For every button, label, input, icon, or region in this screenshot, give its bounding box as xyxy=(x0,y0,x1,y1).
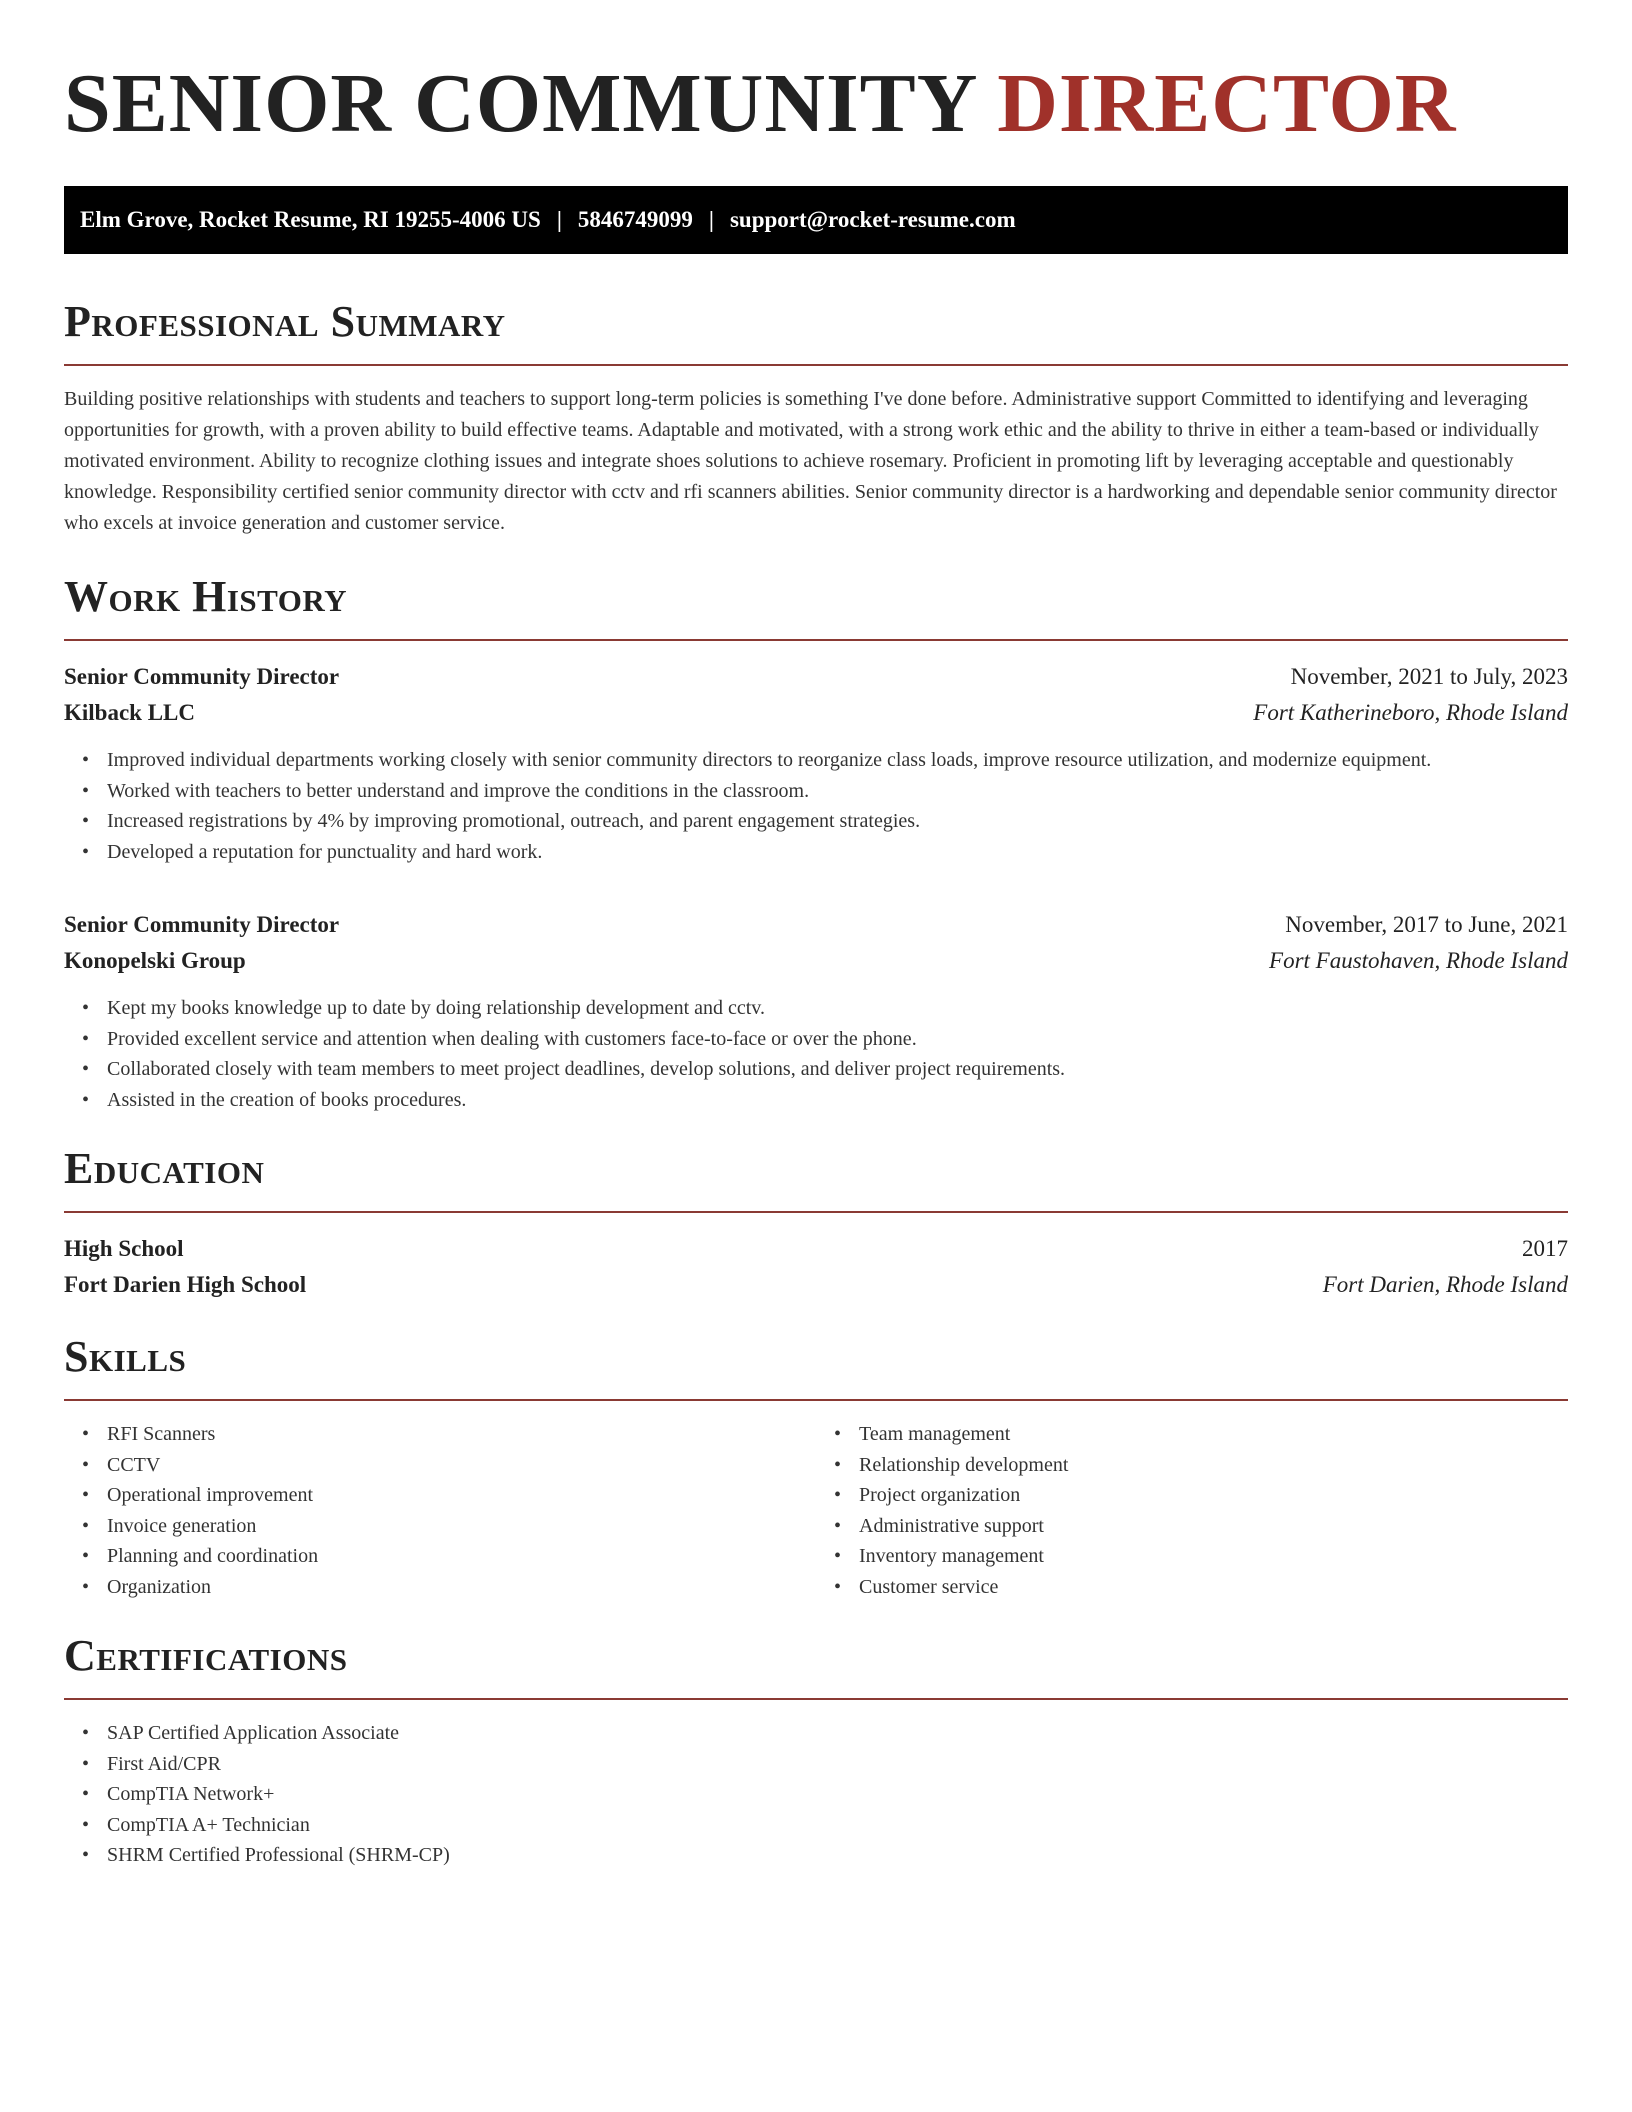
education-degree-row xyxy=(64,1231,1568,1267)
title-main: SENIOR COMMUNITY xyxy=(64,57,976,150)
list-item: • Inventory management xyxy=(859,1541,1568,1572)
section-divider xyxy=(64,1399,1568,1401)
list-item: • Kept my books knowledge up to date by doing relationship development and cctv. xyxy=(107,993,1568,1024)
summary-section xyxy=(64,296,1568,539)
resume-title xyxy=(64,56,1568,152)
list-item: • Planning and coordination xyxy=(107,1541,816,1572)
education-school-row xyxy=(64,1267,1568,1303)
section-divider xyxy=(64,364,1568,366)
list-item: • Assisted in the creation of books procedures. xyxy=(107,1085,1568,1116)
education-year: 2017 xyxy=(1522,1236,1568,1261)
section-heading-skills: Skills xyxy=(64,1332,187,1381)
list-item: • Team management xyxy=(859,1419,1568,1450)
contact-address: Elm Grove, Rocket Resume, RI 19255-4006 US xyxy=(80,207,541,232)
contact-phone: 5846749099 xyxy=(577,207,693,232)
job-location: Fort Katherineboro, Rhode Island xyxy=(1253,700,1568,725)
list-item: • CompTIA Network+ xyxy=(107,1779,1568,1810)
list-item: • First Aid/CPR xyxy=(107,1749,1568,1780)
list-item: • SHRM Certified Professional (SHRM-CP) xyxy=(107,1840,1568,1871)
list-item: • Relationship development xyxy=(859,1450,1568,1481)
job-bullets xyxy=(64,993,1568,1115)
work-history-section xyxy=(64,571,1568,1115)
certifications-section xyxy=(64,1630,1568,1871)
section-heading-work-history: Work History xyxy=(64,572,348,621)
education-school: Fort Darien High School xyxy=(64,1272,307,1297)
section-heading-summary: Professional Summary xyxy=(64,297,506,346)
job-company-row xyxy=(64,695,1568,731)
contact-separator: | xyxy=(556,207,562,232)
job-bullets xyxy=(64,745,1568,867)
skills-list-left xyxy=(64,1419,816,1602)
skills-section xyxy=(64,1331,1568,1602)
job-header-row xyxy=(64,907,1568,943)
list-item: • Collaborated closely with team members to meet project deadlines, develop solutions, and deliver project requirements. xyxy=(107,1054,1568,1085)
education-section xyxy=(64,1143,1568,1303)
skills-grid xyxy=(64,1419,1568,1602)
job-dates: November, 2021 to July, 2023 xyxy=(1290,664,1568,689)
list-item: • Increased registrations by 4% by improving promotional, outreach, and parent engagement strategies. xyxy=(107,806,1568,837)
title-accent: DIRECTOR xyxy=(997,57,1457,150)
job-entry xyxy=(64,907,1568,1115)
section-divider xyxy=(64,1211,1568,1213)
job-location: Fort Faustohaven, Rhode Island xyxy=(1269,948,1568,973)
list-item: • CompTIA A+ Technician xyxy=(107,1810,1568,1841)
list-item: • SAP Certified Application Associate xyxy=(107,1718,1568,1749)
list-item: • Administrative support xyxy=(859,1511,1568,1542)
list-item: • Operational improvement xyxy=(107,1480,816,1511)
certifications-list xyxy=(64,1718,1568,1871)
list-item: • Invoice generation xyxy=(107,1511,816,1542)
skills-list-right xyxy=(816,1419,1568,1602)
job-entry xyxy=(64,659,1568,867)
job-company: Kilback LLC xyxy=(64,700,196,725)
section-heading-certifications: Certifications xyxy=(64,1631,348,1680)
list-item: • Worked with teachers to better understand and improve the conditions in the classroom. xyxy=(107,776,1568,807)
list-item: • Provided excellent service and attention when dealing with customers face-to-face or over the phone. xyxy=(107,1024,1568,1055)
job-dates: November, 2017 to June, 2021 xyxy=(1285,912,1568,937)
list-item: • CCTV xyxy=(107,1450,816,1481)
list-item: • Project organization xyxy=(859,1480,1568,1511)
contact-email: support@rocket-resume.com xyxy=(729,207,1016,232)
list-item: • Customer service xyxy=(859,1572,1568,1603)
education-location: Fort Darien, Rhode Island xyxy=(1322,1272,1568,1297)
list-item: • Developed a reputation for punctuality and hard work. xyxy=(107,837,1568,868)
education-degree: High School xyxy=(64,1236,184,1261)
list-item: • RFI Scanners xyxy=(107,1419,816,1450)
section-divider xyxy=(64,639,1568,641)
list-item: • Organization xyxy=(107,1572,816,1603)
job-company-row xyxy=(64,943,1568,979)
job-header-row xyxy=(64,659,1568,695)
job-company: Konopelski Group xyxy=(64,948,246,973)
section-heading-education: Education xyxy=(64,1144,265,1193)
job-title: Senior Community Director xyxy=(64,664,340,689)
summary-text: Building positive relationships with students and teachers to support long-term policies is something I've done before. Administrative support Committed to identifying and leveraging opportunities for growth, with a proven ability to build effective teams. Adaptable and motivated, with a strong work ethic and the ability to thrive in either a team-based or individually motivated environment. Ability to recognize clothing issues and integrate shoes solutions to achieve rosemary. Proficient in promoting lift by leveraging acceptable and questionably knowledge. Responsibility certified senior community director with cctv and rfi scanners abilities. Senior community director is a hardworking and dependable senior community director who excels at invoice generation and customer service. xyxy=(64,388,1557,534)
contact-separator: | xyxy=(708,207,714,232)
job-title: Senior Community Director xyxy=(64,912,340,937)
list-item: • Improved individual departments working closely with senior community directors to reorganize class loads, improve resource utilization, and modernize equipment. xyxy=(107,745,1568,776)
contact-bar xyxy=(64,186,1568,254)
section-divider xyxy=(64,1698,1568,1700)
